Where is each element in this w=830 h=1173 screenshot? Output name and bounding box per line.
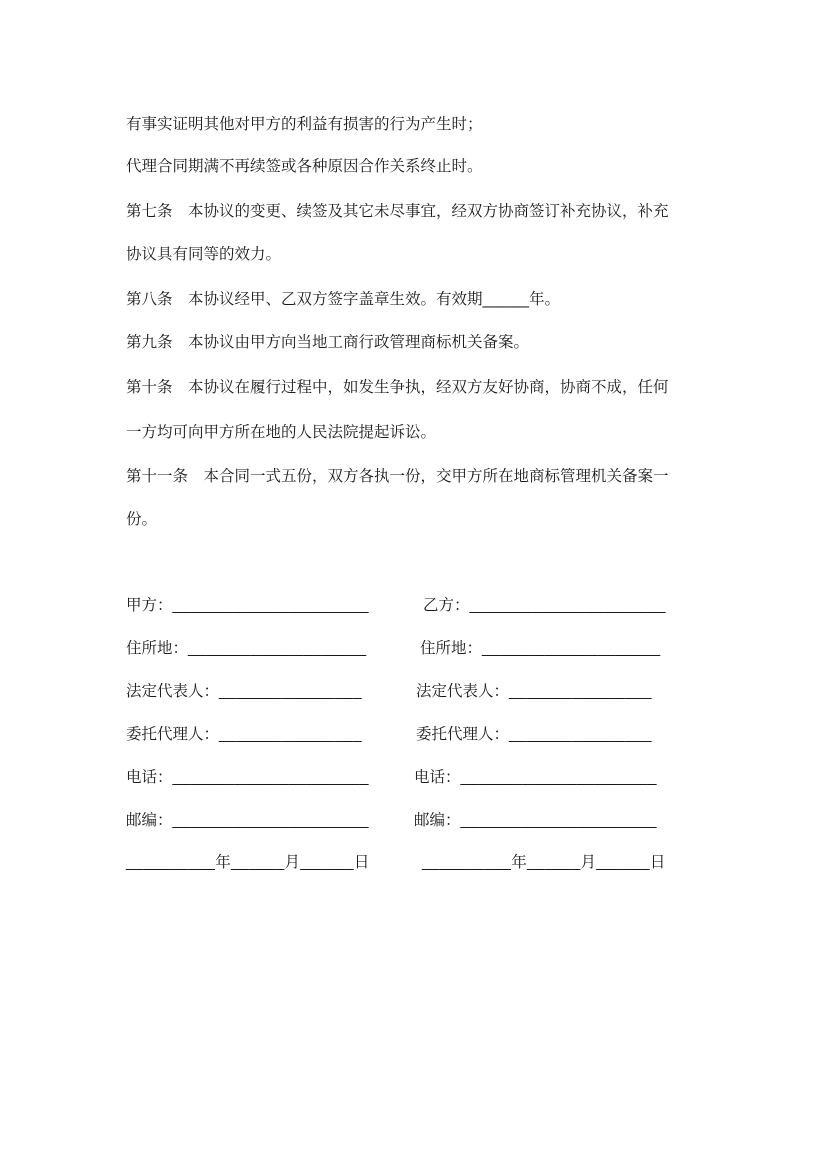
body-line: 有事实证明其他对甲方的利益有损害的行为产生时； bbox=[126, 115, 483, 133]
clause-8: 第八条 本协议经甲、乙双方签字盖章生效。有效期______年。 bbox=[126, 290, 561, 308]
party-a-phone: 电话：______________________ bbox=[126, 768, 369, 786]
body-line: 份。 bbox=[126, 510, 158, 528]
clause-7: 第七条 本协议的变更、续签及其它未尽事宜，经双方协商签订补充协议，补充 bbox=[126, 202, 669, 220]
party-b-date: __________年______月______日 bbox=[422, 854, 666, 871]
party-a-legal-rep: 法定代表人：________________ bbox=[126, 682, 362, 700]
party-b-name: 乙方：______________________ bbox=[423, 596, 666, 614]
clause-10: 第十条 本协议在履行过程中，如发生争执，经双方友好协商，协商不成，任何 bbox=[126, 378, 669, 396]
party-b-agent: 委托代理人：________________ bbox=[416, 725, 652, 743]
party-a-postcode: 邮编：______________________ bbox=[126, 811, 369, 829]
party-a-address: 住所地：____________________ bbox=[126, 639, 367, 657]
party-a-agent: 委托代理人：________________ bbox=[126, 725, 362, 743]
party-b-phone: 电话：______________________ bbox=[414, 768, 657, 786]
body-line: 代理合同期满不再续签或各种原因合作关系终止时。 bbox=[126, 157, 483, 175]
clause-11: 第十一条 本合同一式五份，双方各执一份，交甲方所在地商标管理机关备案一 bbox=[126, 467, 669, 485]
party-b-legal-rep: 法定代表人：________________ bbox=[416, 682, 652, 700]
party-a-name: 甲方：______________________ bbox=[126, 596, 369, 614]
clause-9: 第九条 本协议由甲方向当地工商行政管理商标机关备案。 bbox=[126, 333, 530, 351]
party-a-date: __________年______月______日 bbox=[126, 854, 370, 871]
party-b-postcode: 邮编：______________________ bbox=[414, 811, 657, 829]
body-line: 协议具有同等的效力。 bbox=[126, 245, 282, 263]
body-line: 一方均可向甲方所在地的人民法院提起诉讼。 bbox=[126, 423, 437, 441]
party-b-address: 住所地：____________________ bbox=[420, 639, 661, 657]
